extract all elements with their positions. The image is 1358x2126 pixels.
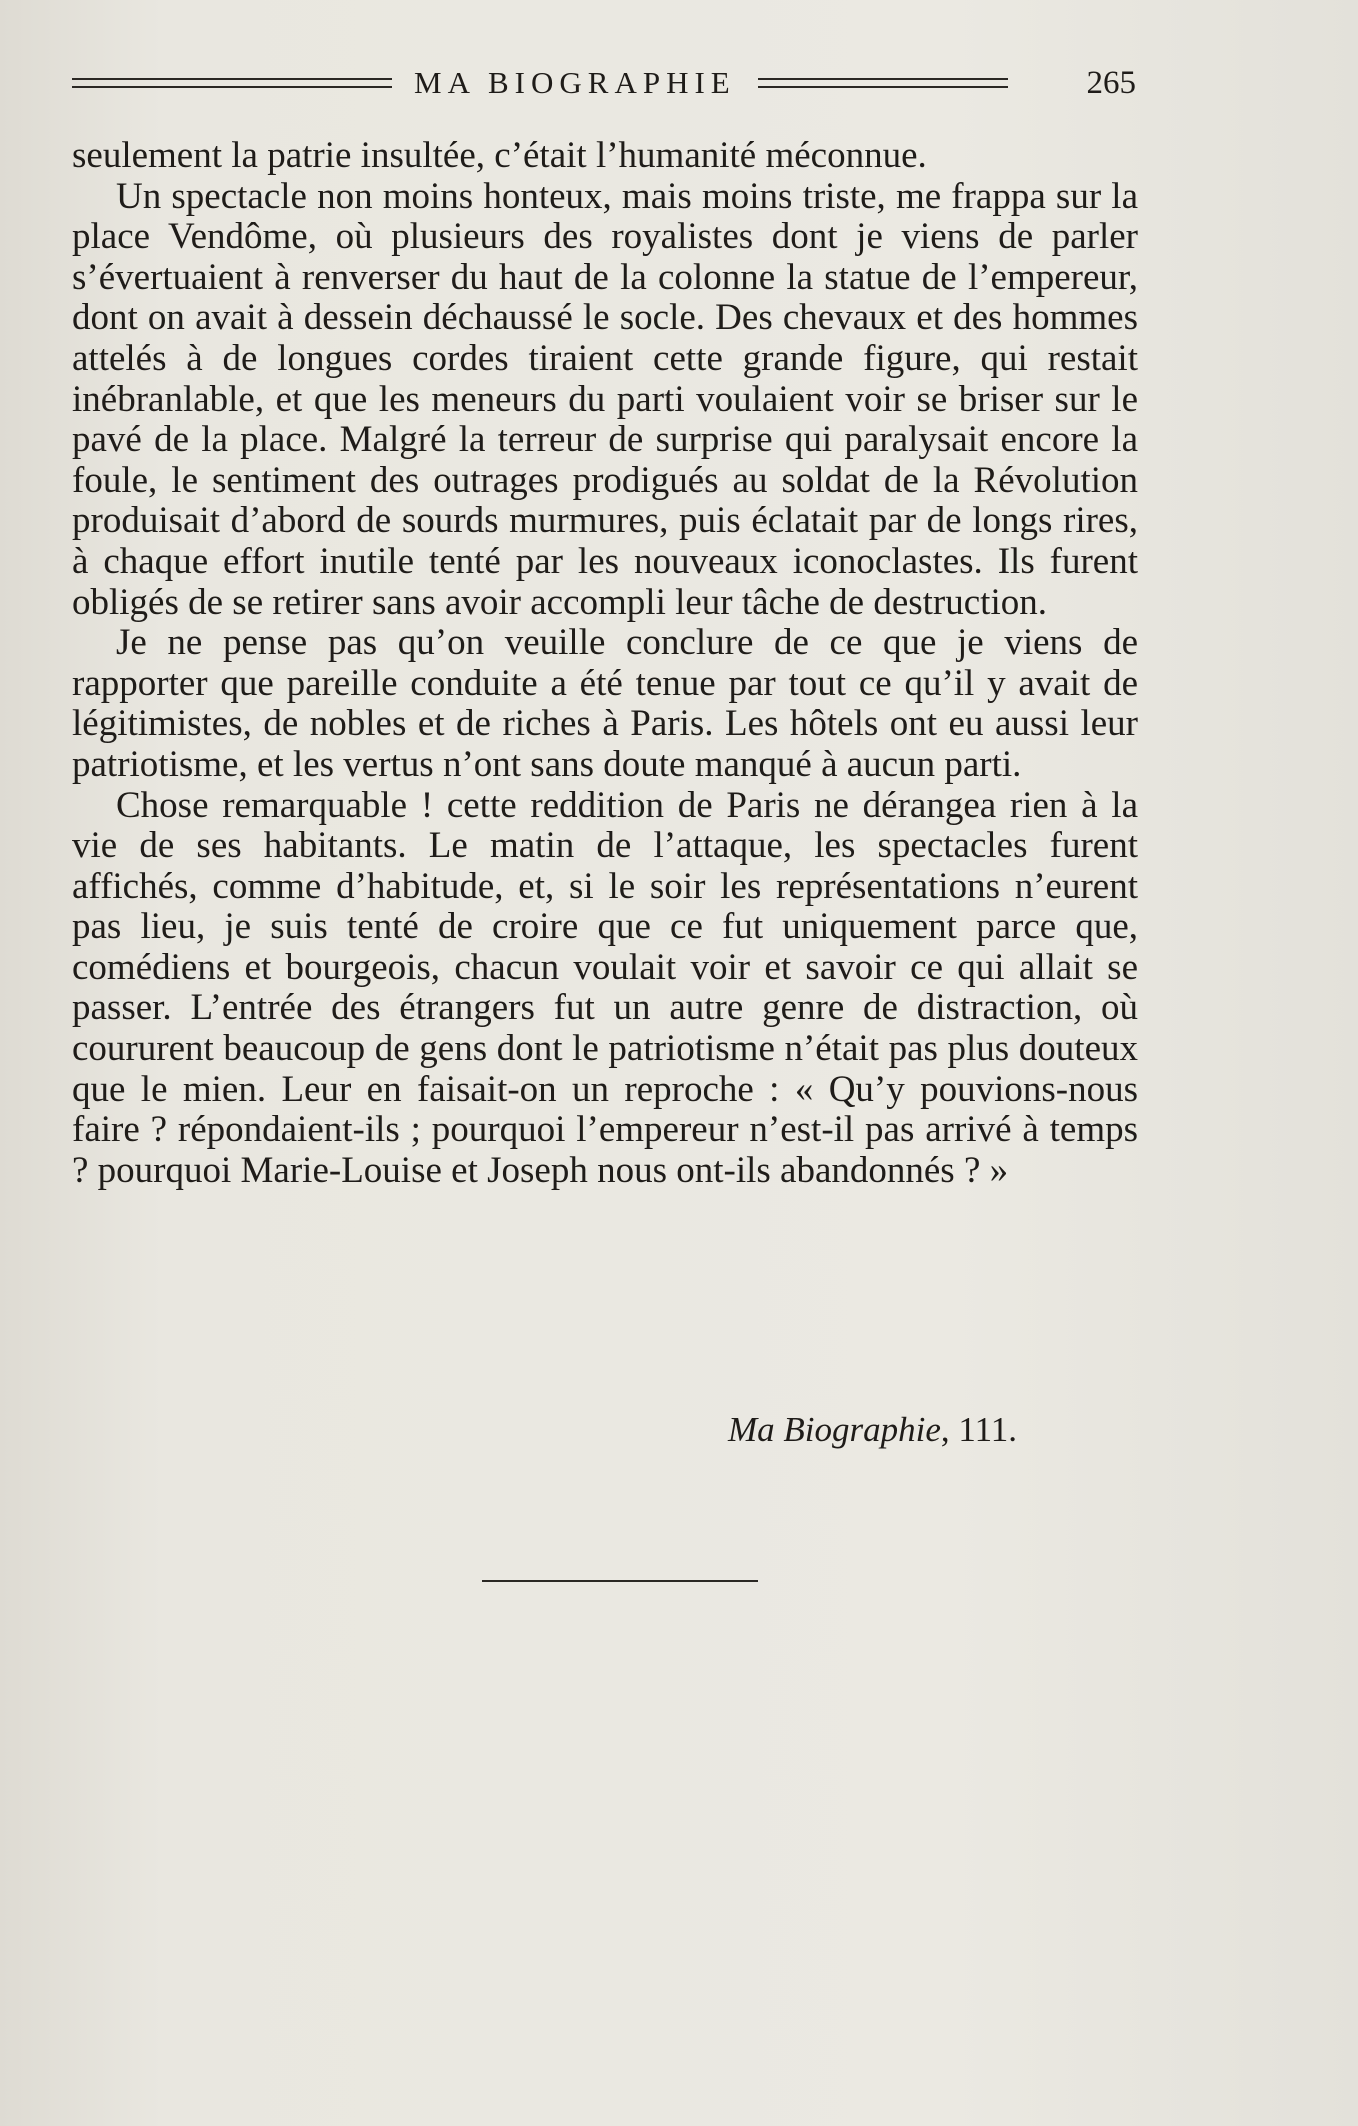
header-rule-left	[72, 78, 392, 88]
body-text	[72, 136, 1138, 1191]
section-end-rule	[482, 1580, 758, 1582]
page-number: 265	[1086, 64, 1136, 101]
running-title: MA BIOGRAPHIE	[414, 65, 736, 100]
paragraph: Je ne pense pas qu’on veuille conclure de ce que je viens de rapporter que pareille conduite a été tenue par tout ce qu’il y avait de légitimistes, de nobles et de riches à Paris. Les hôtels ont eu aussi leur patriotisme, et les vertus n’ont sans doute manqué à aucun parti.	[72, 622, 1138, 785]
source-citation	[728, 1410, 1017, 1450]
citation-work-title: Ma Biographie	[728, 1410, 941, 1449]
paragraph: Chose remarquable ! cette reddition de Paris ne dérangea rien à la vie de ses habitants. Le matin de l’attaque, les spectacles furent affichés, comme d’habitude, et, si le soir les représentations n’eurent pas lieu, je suis tenté de croire que ce fut uniquement parce que, comédiens et bourgeois, chacun voulait voir et savoir ce qui allait se passer. L’entrée des étrangers fut un autre genre de distraction, où coururent beaucoup de gens dont le patriotisme n’était pas plus douteux que le mien. Leur en faisait-on un reproche : « Qu’y pouvions-nous faire ? répondaient-ils ; pourquoi l’empereur n’est-il pas arrivé à temps ? pourquoi Marie-Louise et Joseph nous ont-ils abandonnés ? »	[72, 784, 1138, 1191]
paragraph-continuation: seulement la patrie insultée, c’était l’humanité méconnue.	[72, 135, 927, 176]
running-header	[72, 58, 1136, 108]
citation-reference: , 111.	[940, 1410, 1018, 1449]
paragraph: Un spectacle non moins honteux, mais moins triste, me frappa sur la place Vendôme, où plusieurs des royalistes dont je viens de parler s’évertuaient à renverser du haut de la colonne la statue de l’empereur, dont on avait à dessein déchaussé le socle. Des chevaux et des hommes attelés à de longues cordes tiraient cette grande figure, qui restait inébranlable, et que les meneurs du parti voulaient voir se briser sur le pavé de la place. Malgré la terreur de surprise qui paralysait encore la foule, le sentiment des outrages prodigués au soldat de la Révolution produisait d’abord de sourds murmures, puis éclatait par de longs rires, à chaque effort inutile tenté par les nouveaux iconoclastes. Ils furent obligés de se retirer sans avoir accompli leur tâche de destruction.	[72, 175, 1138, 623]
header-rule-right	[758, 78, 1008, 88]
